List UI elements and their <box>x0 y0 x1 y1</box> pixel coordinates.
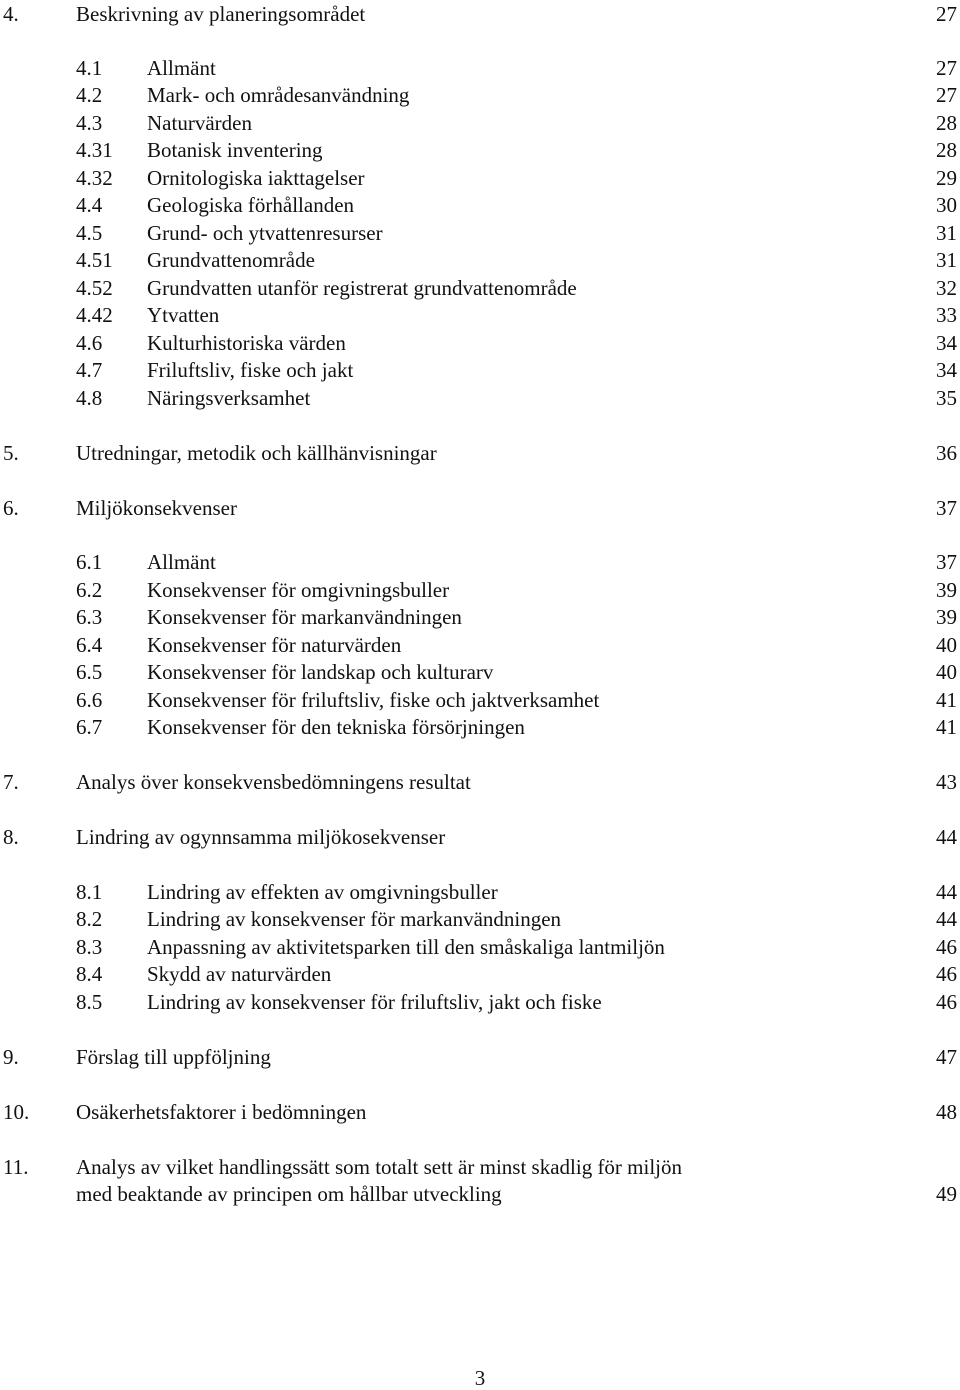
toc-entry-title: Näringsverksamhet <box>147 386 311 410</box>
toc-entry-page: 40 <box>936 660 957 684</box>
toc-entry-page: 47 <box>936 1045 957 1069</box>
toc-entry-number: 6.2 <box>76 578 103 602</box>
toc-entry <box>0 686 960 714</box>
toc-entry-page: 43 <box>936 770 957 794</box>
toc-entry-page: 33 <box>936 303 957 327</box>
toc-entry-page: 29 <box>936 166 957 190</box>
toc-entry-number: 4.3 <box>76 111 103 135</box>
toc-entry-page: 30 <box>936 193 957 217</box>
page-number: 3 <box>474 1366 486 1390</box>
toc-entry-number: 5. <box>3 441 19 465</box>
toc-entry-number: 6.7 <box>76 715 103 739</box>
toc-entry-title: Grundvatten utanför registrerat grundvattenområde <box>147 276 577 300</box>
toc-entry <box>0 878 960 906</box>
toc-entry-title: Konsekvenser för den tekniska försörjningen <box>147 715 525 739</box>
toc-entry-number: 4.4 <box>76 193 103 217</box>
toc-entry <box>0 713 960 741</box>
toc-entry-title: Lindring av konsekvenser för markanvändningen <box>147 907 562 931</box>
toc-entry-number: 4.52 <box>76 276 113 300</box>
toc-entry-title: Osäkerhetsfaktorer i bedömningen <box>76 1100 367 1124</box>
toc-entry-page: 37 <box>936 550 957 574</box>
toc-entry-title: med beaktande av principen om hållbar utveckling <box>76 1182 502 1206</box>
toc-entry <box>0 1043 960 1071</box>
toc-entry-title: Lindring av effekten av omgivningsbuller <box>147 880 498 904</box>
toc-entry-page: 44 <box>936 825 957 849</box>
toc-entry-number: 6.1 <box>76 550 103 574</box>
toc-entry-title: Konsekvenser för friluftsliv, fiske och jaktverksamhet <box>147 688 600 712</box>
toc-entry <box>0 54 960 82</box>
toc-entry-title: Grund- och ytvattenresurser <box>147 221 383 245</box>
toc-entry-page: 39 <box>936 578 957 602</box>
toc-entry-page: 44 <box>936 907 957 931</box>
toc-entry-page: 27 <box>936 2 957 26</box>
toc-entry-page: 46 <box>936 990 957 1014</box>
toc-entry-title: Mark- och områdesanvändning <box>147 83 410 107</box>
toc-entry <box>0 384 960 412</box>
toc-entry-number: 4.2 <box>76 83 103 107</box>
toc-entry <box>0 329 960 357</box>
toc-entry-page: 40 <box>936 633 957 657</box>
toc-entry-page: 32 <box>936 276 957 300</box>
toc-entry-number: 8.1 <box>76 880 103 904</box>
toc-entry <box>0 1153 960 1181</box>
toc-entry-title: Ytvatten <box>147 303 220 327</box>
toc-entry-number: 6.3 <box>76 605 103 629</box>
toc-entry-title: Allmänt <box>147 56 216 80</box>
toc-entry <box>0 1180 960 1208</box>
toc-entry-number: 4.6 <box>76 331 103 355</box>
toc-entry-number: 10. <box>3 1100 30 1124</box>
toc-entry-title: Naturvärden <box>147 111 252 135</box>
toc-entry <box>0 219 960 247</box>
toc-entry-number: 11. <box>3 1155 29 1179</box>
toc-entry-page: 34 <box>936 331 957 355</box>
toc-entry-title: Konsekvenser för markanvändningen <box>147 605 462 629</box>
toc-entry-title: Skydd av naturvärden <box>147 962 332 986</box>
toc-entry-page: 27 <box>936 56 957 80</box>
toc-entry-title: Botanisk inventering <box>147 138 323 162</box>
toc-entry-title: Friluftsliv, fiske och jakt <box>147 358 354 382</box>
toc-entry <box>0 246 960 274</box>
toc-entry <box>0 905 960 933</box>
toc-entry <box>0 658 960 686</box>
toc-entry-number: 4.8 <box>76 386 103 410</box>
toc-entry-page: 48 <box>936 1100 957 1124</box>
toc-entry <box>0 960 960 988</box>
toc-entry-title: Geologiska förhållanden <box>147 193 355 217</box>
toc-entry-number: 9. <box>3 1045 19 1069</box>
toc-entry-title: Beskrivning av planeringsområdet <box>76 2 366 26</box>
toc-entry-number: 4.1 <box>76 56 103 80</box>
toc-entry-page: 44 <box>936 880 957 904</box>
toc-entry-page: 41 <box>936 688 957 712</box>
toc-entry <box>0 768 960 796</box>
toc-entry <box>0 136 960 164</box>
toc-entry-number: 8.5 <box>76 990 103 1014</box>
toc-entry-number: 6.5 <box>76 660 103 684</box>
toc-entry-number: 4.42 <box>76 303 113 327</box>
toc-entry-title: Kulturhistoriska värden <box>147 331 346 355</box>
toc-entry <box>0 576 960 604</box>
toc-entry-page: 41 <box>936 715 957 739</box>
toc-entry-number: 8.4 <box>76 962 103 986</box>
toc-entry-number: 4.7 <box>76 358 103 382</box>
toc-entry-title: Lindring av ogynnsamma miljökosekvenser <box>76 825 446 849</box>
toc-entry <box>0 933 960 961</box>
toc-entry-title: Konsekvenser för landskap och kulturarv <box>147 660 494 684</box>
toc-entry-title: Förslag till uppföljning <box>76 1045 271 1069</box>
toc-entry-title: Anpassning av aktivitetsparken till den småskaliga lantmiljön <box>147 935 665 959</box>
toc-entry <box>0 439 960 467</box>
toc-entry-page: 49 <box>936 1182 957 1206</box>
toc-entry-number: 4.31 <box>76 138 113 162</box>
toc-entry-title: Utredningar, metodik och källhänvisningar <box>76 441 437 465</box>
toc-entry <box>0 274 960 302</box>
toc-entry <box>0 1098 960 1126</box>
toc-entry-number: 4.5 <box>76 221 103 245</box>
toc-entry-number: 6.6 <box>76 688 103 712</box>
toc-entry-title: Allmänt <box>147 550 216 574</box>
toc-entry-title: Grundvattenområde <box>147 248 315 272</box>
toc-entry-number: 4. <box>3 2 19 26</box>
toc-entry-page: 28 <box>936 138 957 162</box>
toc-entry-page: 37 <box>936 496 957 520</box>
toc-entry-title: Analys av vilket handlingssätt som totalt sett är minst skadlig för miljön <box>76 1155 683 1179</box>
toc-entry-page: 46 <box>936 935 957 959</box>
toc-entry <box>0 0 960 28</box>
toc-entry <box>0 548 960 576</box>
toc-entry-number: 4.51 <box>76 248 113 272</box>
toc-entry-number: 4.32 <box>76 166 113 190</box>
toc-entry-title: Konsekvenser för naturvärden <box>147 633 402 657</box>
toc-entry <box>0 988 960 1016</box>
toc-entry <box>0 603 960 631</box>
toc-entry-number: 6.4 <box>76 633 103 657</box>
toc-entry <box>0 191 960 219</box>
toc-entry <box>0 81 960 109</box>
toc-entry-page: 36 <box>936 441 957 465</box>
toc-entry-number: 8.2 <box>76 907 103 931</box>
toc-entry-page: 35 <box>936 386 957 410</box>
toc-entry-page: 34 <box>936 358 957 382</box>
toc-entry <box>0 356 960 384</box>
toc-entry-number: 7. <box>3 770 19 794</box>
toc-entry <box>0 301 960 329</box>
toc-entry-page: 27 <box>936 83 957 107</box>
toc-entry <box>0 631 960 659</box>
toc-entry <box>0 164 960 192</box>
toc-entry-number: 8. <box>3 825 19 849</box>
toc-entry-page: 39 <box>936 605 957 629</box>
toc-entry <box>0 494 960 522</box>
toc-entry-title: Analys över konsekvensbedömningens resultat <box>76 770 471 794</box>
toc-entry-title: Lindring av konsekvenser för friluftsliv, jakt och fiske <box>147 990 602 1014</box>
toc-entry <box>0 823 960 851</box>
toc-entry-number: 6. <box>3 496 19 520</box>
toc-entry-page: 28 <box>936 111 957 135</box>
toc-entry-title: Miljökonsekvenser <box>76 496 237 520</box>
toc-entry-page: 31 <box>936 248 957 272</box>
toc-entry-title: Konsekvenser för omgivningsbuller <box>147 578 450 602</box>
toc-entry-title: Ornitologiska iakttagelser <box>147 166 365 190</box>
toc-entry-number: 8.3 <box>76 935 103 959</box>
toc-entry <box>0 109 960 137</box>
toc-entry-page: 31 <box>936 221 957 245</box>
toc-entry-page: 46 <box>936 962 957 986</box>
